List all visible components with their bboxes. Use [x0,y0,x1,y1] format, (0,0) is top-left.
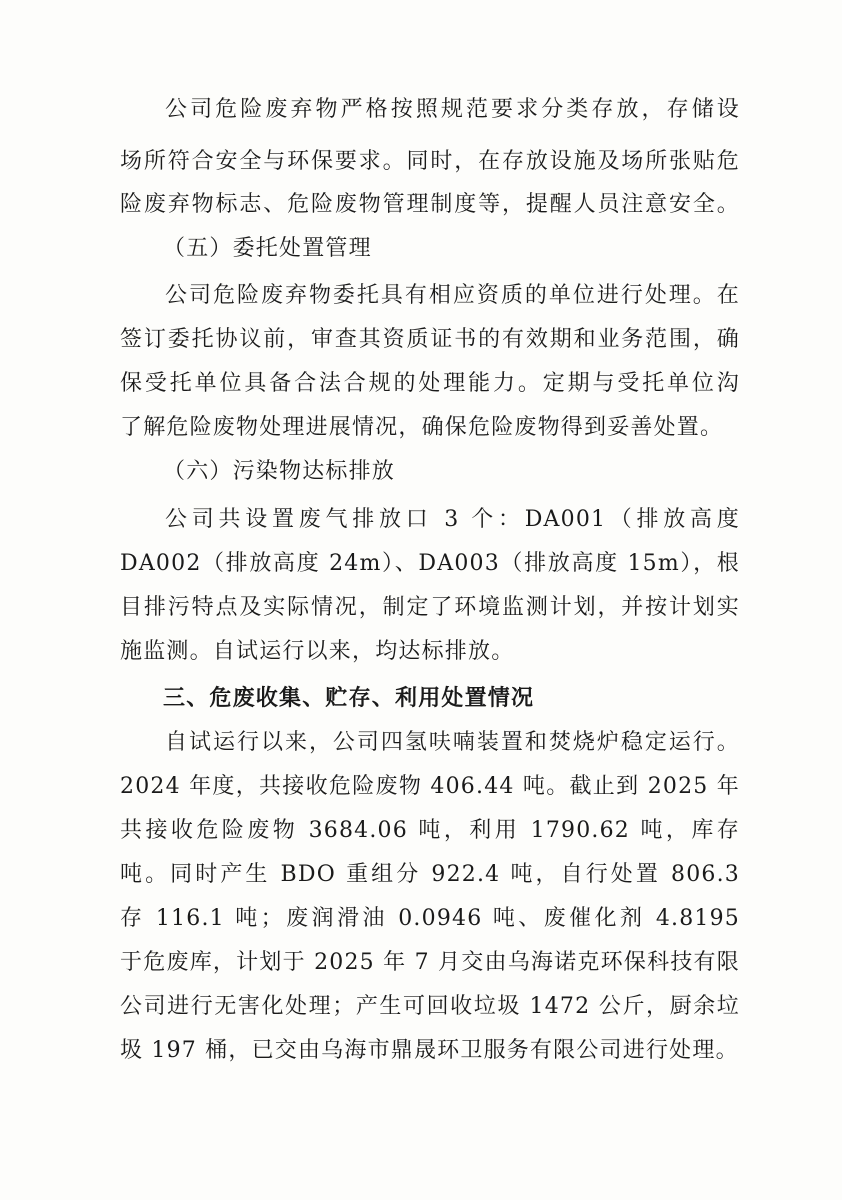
paragraph-line: 圾 197 桶，已交由乌海市鼎晟环卫服务有限公司进行处理。 [120,1038,739,1063]
paragraph-line: 施监测。自试运行以来，均达标排放。 [120,639,515,664]
paragraph-line: DA002（排放高度 24m）、DA003（排放高度 15m），根 [120,551,740,576]
paragraph-line: 保受托单位具备合法合规的处理能力。定期与受托单位沟 [120,371,740,396]
paragraph-line: 目排污特点及实际情况，制定了环境监测计划，并按计划实 [120,595,740,620]
paragraph-line: 公司危险废弃物委托具有相应资质的单位进行处理。在 [165,283,740,308]
paragraph-line: 2024 年度，共接收危险废物 406.44 吨。截止到 2025 年 [120,774,740,799]
paragraph-line: 于危废库，计划于 2025 年 7 月交由乌海诺克环保科技有限 [120,950,740,975]
paragraph-line: 存 116.1 吨；废润滑油 0.0946 吨、废催化剂 4.8195 [120,906,740,931]
paragraph-line: 共接收危险废物 3684.06 吨，利用 1790.62 吨，库存 [120,818,740,843]
paragraph-line: 场所符合安全与环保要求。同时，在存放设施及场所张贴危 [120,149,740,174]
paragraph-line: 公司进行无害化处理；产生可回收垃圾 1472 公斤，厨余垃 [120,994,740,1019]
paragraph-line: 险废弃物标志、危险废物管理制度等，提醒人员注意安全。 [120,192,740,217]
paragraph-line: 公司共设置废气排放口 3 个：DA001（排放高度 [165,507,740,532]
paragraph-line: 公司危险废弃物严格按照规范要求分类存放，存储设 [165,97,740,122]
paragraph-line: 了解危险废物处理进展情况，确保危险废物得到妥善处置。 [120,415,724,440]
main-section-heading-3: 三、危废收集、贮存、利用处置情况 [163,686,535,711]
paragraph-line: 签订委托协议前，审查其资质证书的有效期和业务范围，确 [120,327,740,352]
section-heading-5: （五）委托处置管理 [163,236,372,261]
section-heading-6: （六）污染物达标排放 [163,459,396,484]
paragraph-line: 自试运行以来，公司四氢呋喃装置和焚烧炉稳定运行。 [165,730,740,755]
paragraph-line: 吨。同时产生 BDO 重组分 922.4 吨，自行处置 806.3 [120,862,740,887]
